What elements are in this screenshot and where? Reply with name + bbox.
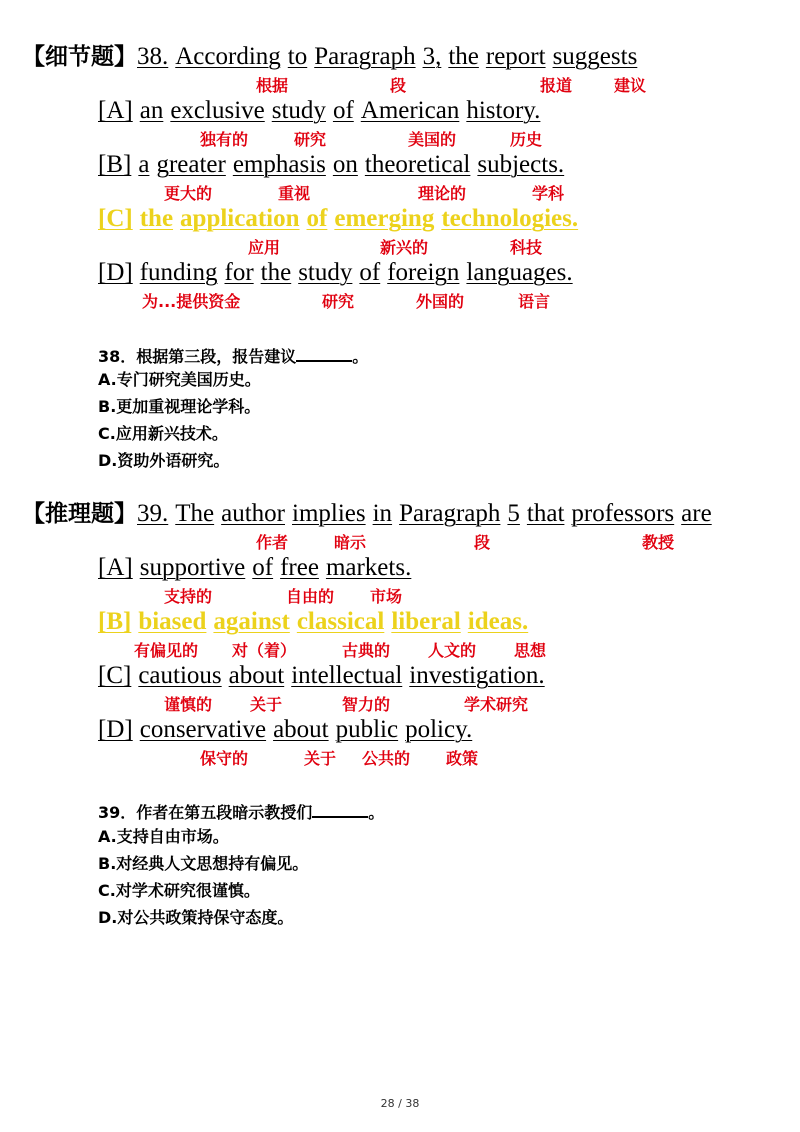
gloss-word: 谨慎的 [164,695,213,714]
option-word: the [260,259,292,286]
q38-translation-c: C.应用新兴技术。 [98,424,228,443]
gloss-word: 保守的 [200,749,249,768]
translation-text: 。 [368,803,385,822]
option-label: [A] [98,554,133,581]
option-word: subjects. [477,151,565,178]
option-word: greater [156,151,226,178]
gloss-word: 报道 [540,76,573,95]
gloss-word: 历史 [510,130,543,149]
q38-option-b-gloss [0,184,800,204]
q38-translation-d: D.资助外语研究。 [98,451,230,470]
q38-option-b [98,150,564,180]
gloss-word: 段 [390,76,407,95]
q38-option-d-gloss [0,292,800,312]
option-word: biased [138,608,207,635]
option-word: of [252,554,274,581]
option-word: history. [466,97,541,124]
option-word: languages. [466,259,573,286]
q39-translation-d: D.对公共政策持保守态度。 [98,908,294,927]
option-word: a [138,151,150,178]
option-word: an [139,97,164,124]
stem-word: report [485,43,546,70]
gloss-word: 有偏见的 [134,641,199,660]
q38-option-a-gloss [0,130,800,150]
q38-translation-b: B.更加重视理论学科。 [98,397,261,416]
gloss-word: 作者 [256,533,289,552]
option-word: technologies. [441,205,579,232]
q38-option-a [98,96,540,126]
option-word: investigation. [409,662,545,689]
gloss-word: 智力的 [342,695,391,714]
gloss-word: 自由的 [286,587,335,606]
option-word: classical [296,608,385,635]
option-word: the [139,205,174,232]
stem-word: According [175,43,281,70]
option-word: ideas. [467,608,529,635]
q38-translation-a: A.专门研究美国历史。 [98,370,261,389]
gloss-word: 新兴的 [380,238,429,257]
q38-stem-gloss [0,76,800,96]
stem-word: the [448,43,479,70]
gloss-word: 学术研究 [464,695,529,714]
gloss-word: 学科 [532,184,565,203]
gloss-word: 研究 [294,130,327,149]
translation-text: 。 [352,347,369,366]
option-word: foreign [387,259,460,286]
option-word: funding [139,259,218,286]
gloss-word: 思想 [514,641,547,660]
gloss-word: 更大的 [164,184,213,203]
stem-word: implies [292,500,366,527]
gloss-word: 语言 [518,292,551,311]
gloss-word: 外国的 [416,292,465,311]
option-word: study [298,259,353,286]
gloss-word: 市场 [370,587,403,606]
answer-blank [296,344,352,362]
option-word: on [332,151,358,178]
page-number [0,1097,800,1110]
option-label: [B] [98,151,132,178]
stem-word: to [287,43,308,70]
option-label: [A] [98,97,133,124]
gloss-word: 理论的 [418,184,467,203]
gloss-word: 为...提供资金 [142,292,241,311]
gloss-word: 应用 [248,238,281,257]
option-word: study [271,97,326,124]
q39-translation-a: A.支持自由市场。 [98,827,229,846]
q38-stem-line [22,42,637,72]
stem-word: in [372,500,393,527]
option-label: [D] [98,716,133,743]
option-word: of [306,205,328,232]
option-word: about [228,662,285,689]
q38-number: 38. [137,43,169,70]
translation-text: 39．作者在第五段暗示教授们 [98,803,313,822]
option-word: liberal [391,608,461,635]
gloss-word: 对（着） [232,641,297,660]
gloss-word: 暗示 [334,533,367,552]
q39-option-c [98,661,545,691]
gloss-word: 教授 [642,533,675,552]
q39-option-b-correct [98,607,528,637]
gloss-word: 政策 [446,749,479,768]
stem-word: author [221,500,285,527]
option-word: intellectual [291,662,403,689]
option-label: [C] [98,205,133,232]
option-word: exclusive [170,97,265,124]
gloss-word: 人文的 [428,641,477,660]
q39-number: 39. [137,500,169,527]
q39-option-a-gloss [0,587,800,607]
option-word: supportive [139,554,246,581]
option-word: cautious [138,662,222,689]
translation-text: 38．根据第三段，报告建议 [98,347,297,366]
q39-option-a [98,553,411,583]
option-word: theoretical [364,151,471,178]
gloss-word: 重视 [278,184,311,203]
q38-option-c-correct [98,204,578,234]
option-label: [C] [98,662,132,689]
stem-word: professors [571,500,675,527]
page-total: 38 [405,1097,420,1110]
gloss-word: 美国的 [408,130,457,149]
gloss-word: 独有的 [200,130,249,149]
q39-type-tag: 【推理题】 [22,501,137,527]
stem-word: 3, [422,43,442,70]
q39-option-d-gloss [0,749,800,769]
option-word: against [213,608,290,635]
gloss-word: 段 [474,533,491,552]
option-word: emerging [334,205,435,232]
q38-type-tag: 【细节题】 [22,44,137,70]
stem-word: 5 [507,500,520,527]
option-word: for [224,259,254,286]
option-word: American [360,97,460,124]
option-label: [B] [98,608,132,635]
gloss-word: 古典的 [342,641,391,660]
gloss-word: 根据 [256,76,289,95]
gloss-word: 关于 [304,749,337,768]
option-word: emphasis [232,151,326,178]
q38-translation-stem [98,344,368,368]
q39-translation-stem [98,800,384,824]
stem-word: Paragraph [399,500,501,527]
q39-option-c-gloss [0,695,800,715]
gloss-word: 支持的 [164,587,213,606]
option-word: policy. [405,716,473,743]
option-word: about [273,716,329,743]
answer-blank [312,800,368,818]
option-word: markets. [325,554,412,581]
option-label: [D] [98,259,133,286]
q38-option-d [98,258,573,288]
page-current: 28 [380,1097,395,1110]
gloss-word: 建议 [614,76,647,95]
option-word: application [180,205,300,232]
option-word: free [280,554,319,581]
stem-word: The [175,500,215,527]
stem-word: are [681,500,712,527]
option-word: public [335,716,399,743]
q39-stem-gloss [0,533,800,553]
stem-word: that [526,500,565,527]
q39-translation-c: C.对学术研究很谨慎。 [98,881,260,900]
q39-option-d [98,715,472,745]
option-word: conservative [139,716,267,743]
stem-word: Paragraph [314,43,416,70]
gloss-word: 公共的 [362,749,411,768]
gloss-word: 关于 [250,695,283,714]
gloss-word: 研究 [322,292,355,311]
q38-option-c-gloss [0,238,800,258]
page-separator: / [398,1097,402,1110]
q39-translation-b: B.对经典人文思想持有偏见。 [98,854,309,873]
gloss-word: 科技 [510,238,543,257]
option-word: of [359,259,381,286]
option-word: of [332,97,354,124]
q39-option-b-gloss [0,641,800,661]
q39-stem-line [22,499,712,529]
stem-word: suggests [552,43,638,70]
